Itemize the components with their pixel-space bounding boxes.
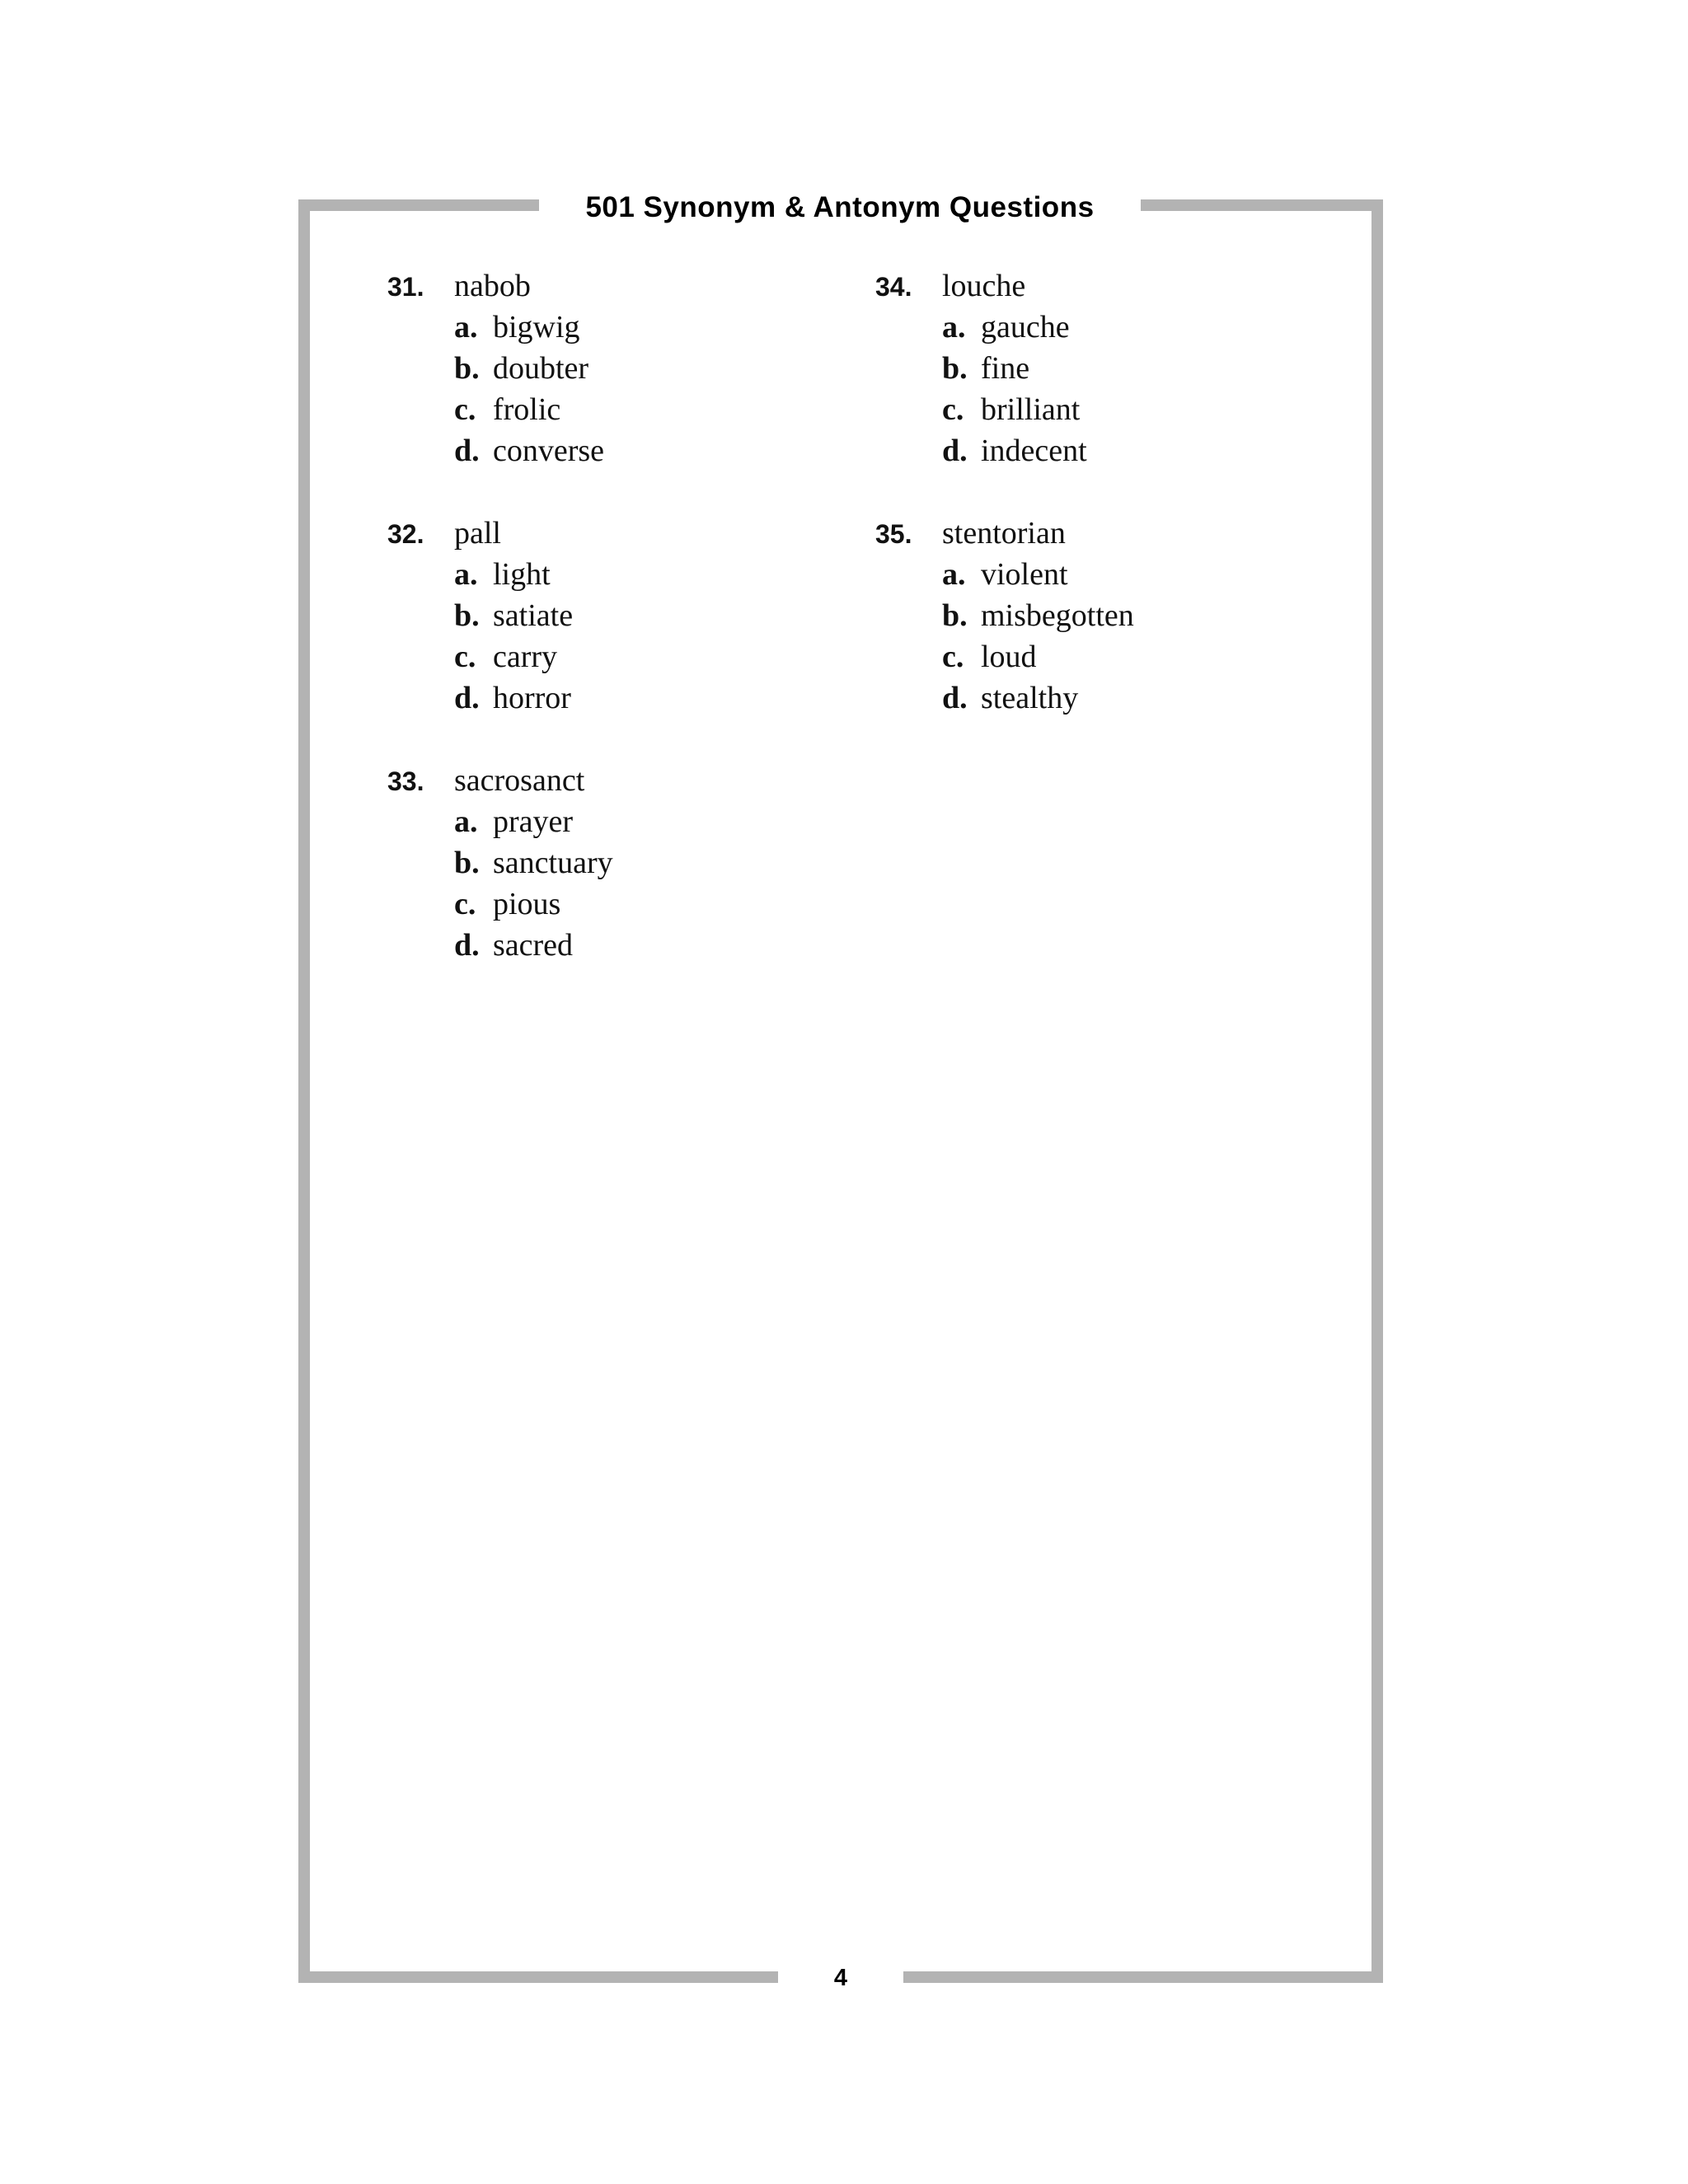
left-column: [387, 265, 849, 1007]
option-text: carry: [493, 640, 558, 674]
question-35: [875, 513, 1337, 719]
question-word: stentorian: [942, 516, 1066, 551]
option-letter: d.: [454, 928, 480, 963]
option-d: [875, 430, 1337, 471]
option-d: [387, 925, 849, 966]
question-31: [387, 265, 849, 471]
option-text: prayer: [493, 804, 574, 839]
option-text: fine: [981, 351, 1030, 386]
option-d: [387, 677, 849, 719]
option-a: [387, 554, 849, 595]
option-letter: b.: [942, 351, 968, 386]
option-c: [875, 636, 1337, 677]
option-text: misbegotten: [981, 598, 1134, 633]
option-a: [387, 307, 849, 348]
question-word: louche: [942, 269, 1026, 303]
option-text: pious: [493, 887, 561, 921]
option-text: doubter: [493, 351, 589, 386]
question-number: 35.: [875, 519, 912, 549]
option-text: indecent: [981, 434, 1087, 468]
option-d: [387, 430, 849, 471]
option-letter: b.: [942, 598, 968, 633]
option-d: [875, 677, 1337, 719]
option-text: light: [493, 557, 551, 592]
option-text: stealthy: [981, 681, 1079, 715]
option-letter: a.: [454, 804, 478, 839]
option-text: loud: [981, 640, 1037, 674]
question-word: pall: [454, 516, 501, 551]
question-32: [387, 513, 849, 719]
option-b: [387, 595, 849, 636]
option-letter: c.: [942, 392, 964, 427]
option-c: [387, 636, 849, 677]
option-text: sanctuary: [493, 846, 613, 880]
option-letter: d.: [454, 681, 480, 715]
option-text: brilliant: [981, 392, 1081, 427]
option-letter: b.: [454, 351, 480, 386]
question-stem: [875, 513, 1337, 554]
option-a: [875, 554, 1337, 595]
option-text: converse: [493, 434, 605, 468]
option-letter: d.: [942, 434, 968, 468]
question-stem: [387, 513, 849, 554]
running-head: 501 Synonym & Antonym Questions: [585, 191, 1095, 223]
option-b: [875, 595, 1337, 636]
option-letter: c.: [454, 392, 476, 427]
option-letter: a.: [454, 310, 478, 344]
question-number: 31.: [387, 272, 424, 302]
option-letter: c.: [454, 887, 476, 921]
option-b: [387, 348, 849, 389]
option-letter: c.: [454, 640, 476, 674]
option-letter: b.: [454, 598, 480, 633]
question-number: 32.: [387, 519, 424, 549]
option-letter: a.: [454, 557, 478, 592]
option-text: sacred: [493, 928, 574, 963]
option-letter: b.: [454, 846, 480, 880]
question-word: nabob: [454, 269, 531, 303]
option-letter: d.: [454, 434, 480, 468]
option-text: satiate: [493, 598, 574, 633]
question-34: [875, 265, 1337, 471]
option-letter: d.: [942, 681, 968, 715]
option-c: [875, 389, 1337, 430]
question-stem: [875, 265, 1337, 307]
question-number: 33.: [387, 766, 424, 796]
page-number: 4: [833, 1965, 848, 1991]
option-letter: c.: [942, 640, 964, 674]
option-text: violent: [981, 557, 1068, 592]
option-a: [387, 801, 849, 842]
question-word: sacrosanct: [454, 763, 585, 798]
question-number: 34.: [875, 272, 912, 302]
option-b: [875, 348, 1337, 389]
option-text: bigwig: [493, 310, 580, 344]
option-text: gauche: [981, 310, 1070, 344]
option-text: frolic: [493, 392, 561, 427]
option-letter: a.: [942, 557, 966, 592]
option-letter: a.: [942, 310, 966, 344]
question-stem: [387, 265, 849, 307]
option-c: [387, 389, 849, 430]
option-c: [387, 883, 849, 925]
option-text: horror: [493, 681, 571, 715]
question-33: [387, 760, 849, 966]
question-stem: [387, 760, 849, 801]
right-column: [875, 265, 1337, 760]
option-b: [387, 842, 849, 883]
option-a: [875, 307, 1337, 348]
